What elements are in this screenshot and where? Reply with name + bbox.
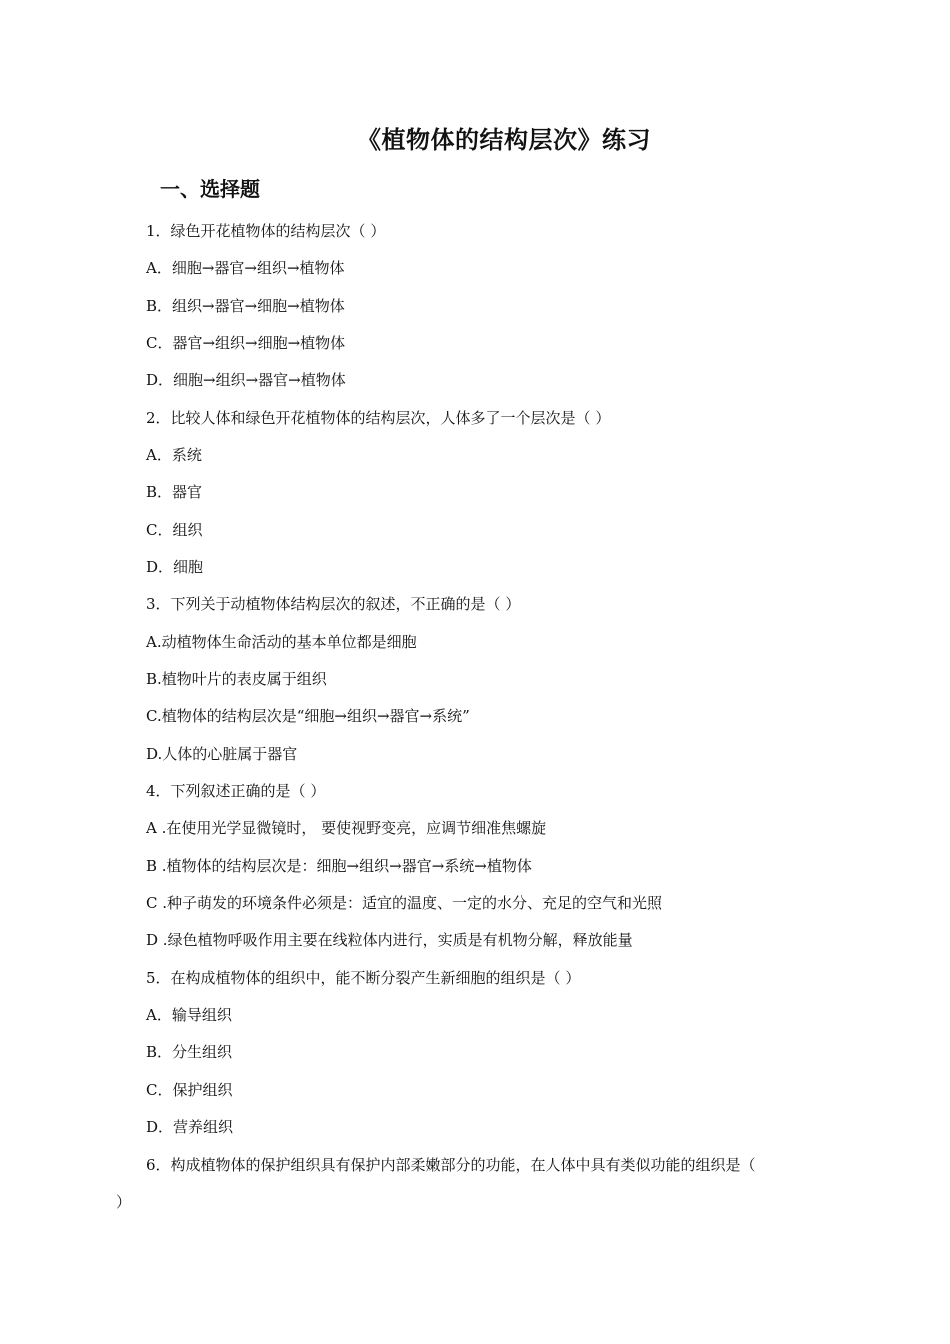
option-5b: B．分生组织 (146, 1043, 233, 1061)
option-5a: A．输导组织 (146, 1006, 232, 1024)
option-3b: B.植物叶片的表皮属于组织 (146, 670, 327, 688)
question-6-continuation: ） (116, 1193, 132, 1211)
question-3: 3．下列关于动植物体结构层次的叙述，不正确的是（ ） (146, 595, 521, 613)
section-heading: 一、选择题 (160, 177, 260, 201)
option-2c: C．组织 (146, 521, 203, 539)
option-1c: C．器官→组织→细胞→植物体 (146, 334, 346, 352)
question-4: 4．下列叙述正确的是（ ） (146, 782, 326, 800)
option-2a: A．系统 (146, 446, 202, 464)
option-1d: D．细胞→组织→器官→植物体 (146, 371, 346, 389)
option-2b: B．器官 (146, 483, 203, 501)
option-3a: A.动植物体生命活动的基本单位都是细胞 (146, 633, 417, 651)
option-1a: A．细胞→器官→组织→植物体 (146, 259, 345, 277)
page-title: 《植物体的结构层次》练习 (357, 126, 651, 154)
option-4b: B .植物体的结构层次是：细胞→组织→器官→系统→植物体 (146, 857, 532, 875)
option-3d: D.人体的心脏属于器官 (146, 745, 298, 763)
option-5c: C．保护组织 (146, 1081, 233, 1099)
option-3c: C.植物体的结构层次是“细胞→组织→器官→系统” (146, 707, 470, 725)
option-2d: D．细胞 (146, 558, 204, 576)
question-2: 2．比较人体和绿色开花植物体的结构层次，人体多了一个层次是（ ） (146, 409, 611, 427)
question-5: 5．在构成植物体的组织中，能不断分裂产生新细胞的组织是（ ） (146, 969, 581, 987)
option-4c: C .种子萌发的环境条件必须是：适宜的温度、一定的水分、充足的空气和光照 (146, 894, 663, 912)
option-1b: B．组织→器官→细胞→植物体 (146, 297, 345, 315)
question-6: 6．构成植物体的保护组织具有保护内部柔嫩部分的功能，在人体中具有类似功能的组织是（ (146, 1156, 756, 1174)
option-5d: D．营养组织 (146, 1118, 234, 1136)
option-4a: A .在使用光学显微镜时， 要使视野变亮，应调节细准焦螺旋 (146, 819, 547, 837)
question-1: 1．绿色开花植物体的结构层次（ ） (146, 222, 386, 240)
option-4d: D .绿色植物呼吸作用主要在线粒体内进行，实质是有机物分解，释放能量 (146, 931, 633, 949)
